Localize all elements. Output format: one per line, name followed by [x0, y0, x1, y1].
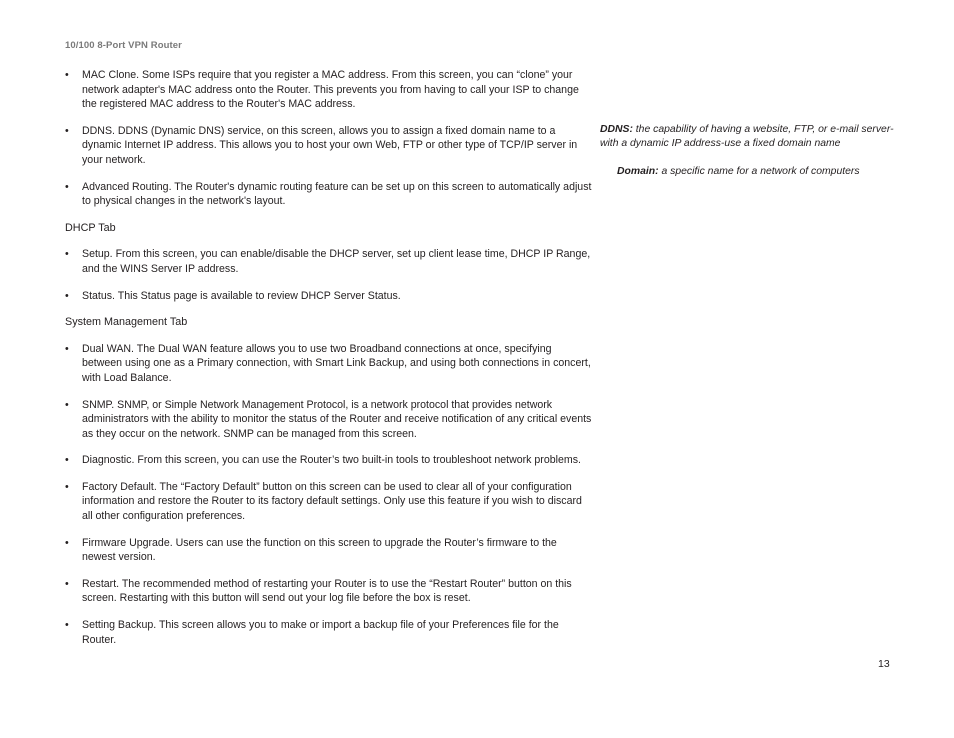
sidebar-term-domain: Domain:	[617, 166, 659, 177]
sidebar-definition-ddns	[600, 123, 900, 152]
list-item-text: MAC Clone. Some ISPs require that you register a MAC address. From this screen, you can “clone” your network adapter's MAC address onto the Router. This prevents you from having to call your ISP to change the registered MAC address to the Router's MAC address.	[82, 69, 579, 111]
bullet-icon: •	[65, 289, 69, 302]
list-item-text: Dual WAN. The Dual WAN feature allows you to use two Broadband connections at once, specifying between using one as a Primary connection, with Smart Link Backup, and using both connections in concert, with Load Balance.	[82, 342, 591, 384]
list-item	[65, 68, 593, 112]
list-item	[65, 577, 593, 606]
bullet-icon: •	[65, 619, 69, 632]
list-item	[65, 618, 593, 647]
list-item-text: Restart. The recommended method of restarting your Router is to use the “Restart Router” button on this screen. Restarting with this button will send out your log file before the box is reset.	[82, 577, 572, 605]
list-item-text: Setting Backup. This screen allows you to make or import a backup file of your Preferences file for the Router.	[82, 619, 559, 646]
list-item	[65, 453, 593, 468]
bullet-icon: •	[65, 480, 69, 493]
list-item	[65, 289, 593, 304]
sidebar-definition-domain	[617, 165, 917, 179]
list-item-text: SNMP. SNMP, or Simple Network Management Protocol, is a network protocol that provides network administrators with the ability to monitor the status of the Router and receive notification of any critical events as they occur on the network. SNMP can be managed from this screen.	[82, 398, 592, 440]
list-item	[65, 124, 593, 168]
bullet-icon: •	[65, 124, 69, 137]
running-header: 10/100 8-Port VPN Router	[65, 40, 182, 51]
list-item	[65, 480, 593, 524]
page-number: 13	[878, 658, 890, 670]
bullet-list-general	[65, 68, 593, 209]
list-item-text: Diagnostic. From this screen, you can use the Router’s two built-in tools to troubleshoot network problems.	[82, 454, 581, 467]
list-item	[65, 398, 593, 442]
list-item-text: Firmware Upgrade. Users can use the function on this screen to upgrade the Router’s firmware to the newest version.	[82, 536, 557, 564]
list-item-text: Setup. From this screen, you can enable/disable the DHCP server, set up client lease time, DHCP IP Range, and the WINS Server IP address.	[82, 248, 591, 275]
list-item	[65, 536, 593, 565]
bullet-icon: •	[65, 454, 69, 467]
sidebar-term-ddns: DDNS:	[600, 124, 633, 135]
list-item-text: Advanced Routing. The Router's dynamic routing feature can be set up on this screen to automatically adjust to physical changes in the network's layout.	[82, 180, 592, 208]
list-item	[65, 180, 593, 209]
bullet-icon: •	[65, 69, 69, 81]
bullet-list-dhcp	[65, 247, 593, 303]
list-item	[65, 342, 593, 386]
list-item-text: DDNS. DDNS (Dynamic DNS) service, on this screen, allows you to assign a fixed domain name to a dynamic Internet IP address. This allows you to host your own Web, FTP or other type of TCP/IP server in your network.	[82, 124, 578, 166]
bullet-list-system-management	[65, 342, 593, 648]
bullet-icon: •	[65, 248, 69, 261]
section-heading-dhcp: DHCP Tab	[65, 221, 116, 234]
bullet-icon: •	[65, 398, 69, 411]
sidebar-definition-text-ddns: the capability of having a website, FTP, or e-mail server-with a dynamic IP address-use a fixed domain name	[600, 124, 894, 150]
bullet-icon: •	[65, 536, 69, 549]
sidebar-definition-text-domain: a specific name for a network of computers	[658, 166, 860, 177]
list-item-text: Factory Default. The “Factory Default” button on this screen can be used to clear all of your configuration information and restore the Router to its factory default settings. Only use this feature if you wish to discard all other configuration preferences.	[82, 480, 582, 523]
bullet-icon: •	[65, 577, 69, 590]
list-item-text: Status. This Status page is available to review DHCP Server Status.	[82, 289, 401, 302]
bullet-icon: •	[65, 342, 69, 355]
bullet-icon: •	[65, 180, 69, 193]
section-heading-system-management: System Management Tab	[65, 316, 188, 329]
main-content	[65, 68, 593, 659]
list-item	[65, 247, 593, 276]
